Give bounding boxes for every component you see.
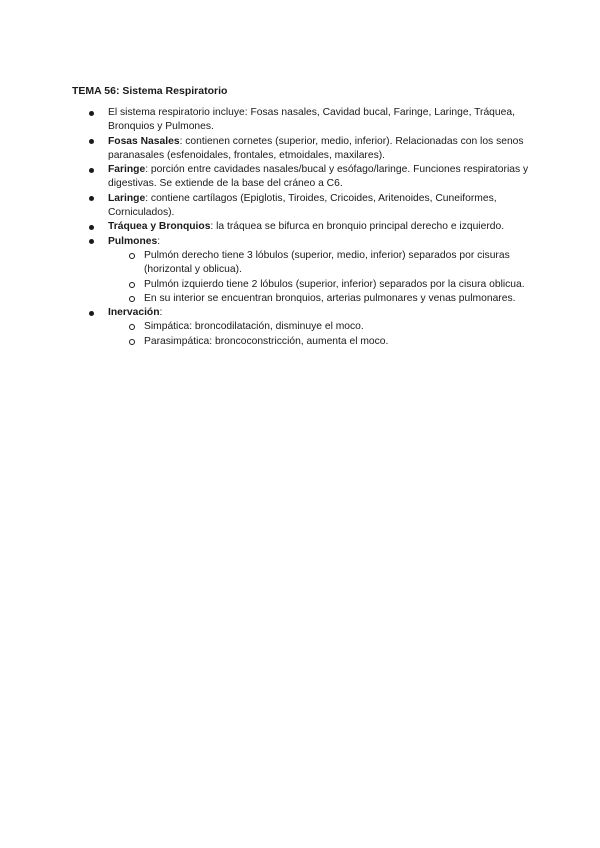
hollow-bullet-icon: [129, 253, 135, 259]
list-item: [72, 220, 532, 234]
list-item: [72, 135, 532, 164]
sub-item-text: Pulmón izquierdo tiene 2 lóbulos (superior, inferior) separados por la cisura oblicua.: [144, 278, 525, 290]
sub-list-item: [72, 278, 532, 292]
list-item: [72, 163, 532, 192]
sub-list-item: [72, 320, 532, 334]
item-text: : contiene cartílagos (Epiglotis, Tiroides, Cricoides, Aritenoides, Cuneiformes, Corniculados).: [108, 192, 497, 219]
hollow-bullet-icon: [129, 339, 135, 345]
bullet-icon: [89, 196, 94, 201]
item-heading: Fosas Nasales: [108, 135, 180, 147]
item-heading: Tráquea y Bronquios: [108, 221, 211, 233]
item-text: :: [157, 235, 161, 247]
item-heading: Inervación: [108, 307, 160, 319]
list-item: [72, 235, 532, 249]
hollow-bullet-icon: [129, 324, 135, 330]
sub-list-item: [72, 249, 532, 278]
item-text: : porción entre cavidades nasales/bucal y esófago/laringe. Funciones respiratorias y digestivas. Se extiende de la base del cráneo a C6.: [108, 164, 529, 190]
item-text: : la tráquea se bifurca en bronquio principal derecho e izquierdo.: [210, 221, 505, 233]
item-heading: Laringe: [108, 192, 146, 204]
item-text: :: [159, 307, 163, 319]
sub-item-text: Simpática: broncodilatación, disminuye el moco.: [144, 321, 364, 333]
bullet-icon: [89, 168, 94, 173]
list-item: [72, 106, 532, 135]
item-heading: Pulmones: [108, 235, 158, 247]
bullet-icon: [89, 239, 94, 244]
list-item: [72, 306, 532, 320]
list-item: [72, 192, 532, 221]
sub-item-text: Pulmón derecho tiene 3 lóbulos (superior, medio, inferior) separados por cisuras (horizontal y oblicua).: [144, 249, 510, 276]
sub-list-item: [72, 335, 532, 349]
item-heading: Faringe: [108, 164, 146, 176]
sub-item-text: En su interior se encuentran bronquios, arterias pulmonares y venas pulmonares.: [144, 292, 516, 304]
hollow-bullet-icon: [129, 296, 135, 302]
bullet-icon: [89, 111, 94, 116]
bullet-icon: [89, 139, 94, 144]
item-text: El sistema respiratorio incluye: Fosas nasales, Cavidad bucal, Faringe, Laringe, Tráquea, Bronquios y Pulmones.: [108, 107, 515, 133]
bullet-list: [72, 106, 532, 349]
sub-list-item: [72, 292, 532, 306]
item-text: : contienen cornetes (superior, medio, inferior). Relacionadas con los senos paranasales (esfenoidales, frontales, etmoidales, maxilares).: [108, 135, 524, 161]
document-title: TEMA 56: Sistema Respiratorio: [72, 85, 228, 97]
hollow-bullet-icon: [129, 282, 135, 288]
bullet-icon: [89, 225, 94, 230]
bullet-icon: [89, 311, 94, 316]
sub-item-text: Parasimpática: broncoconstricción, aumenta el moco.: [144, 335, 389, 347]
